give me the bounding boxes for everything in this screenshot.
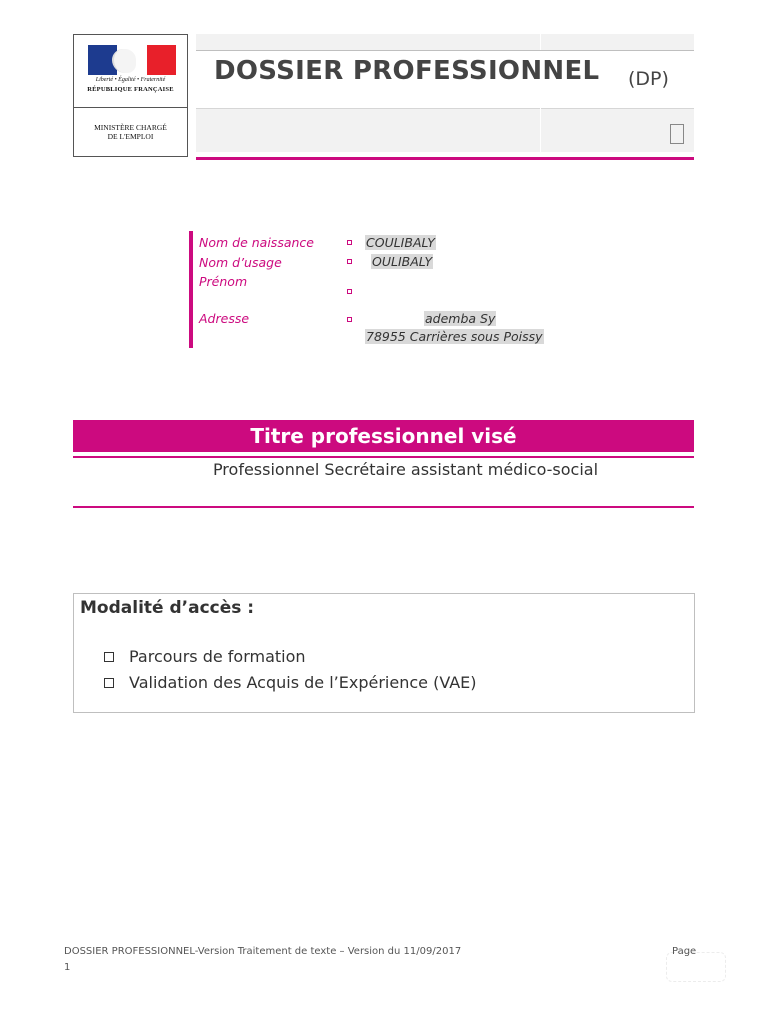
- header-accent-rule: [196, 157, 694, 160]
- document-title: DOSSIER PROFESSIONNEL: [214, 56, 600, 86]
- header-top-band: [196, 34, 694, 50]
- ministry-name: [74, 123, 187, 141]
- value-adresse-line-2[interactable]: 78955 Carrières sous Poissy: [366, 329, 543, 344]
- field-bullet-icon: [347, 240, 352, 245]
- option-vae: Validation des Acquis de l’Expérience (VAE): [129, 673, 477, 692]
- titre-heading: Titre professionnel visé: [250, 424, 517, 448]
- label-nom-usage: Nom d’usage: [199, 255, 282, 270]
- logo-divider: [74, 107, 187, 108]
- titre-rule-bottom: [73, 506, 694, 508]
- checkbox-vae[interactable]: [104, 678, 114, 688]
- french-flag-icon: [88, 45, 176, 75]
- ministry-line-2: DE L'EMPLOI: [107, 132, 154, 141]
- value-adresse-line-1[interactable]: ademba Sy: [425, 311, 496, 326]
- titre-rule-top: [73, 456, 694, 458]
- label-prenom: Prénom: [199, 274, 248, 289]
- checkbox-parcours-formation[interactable]: [104, 652, 114, 662]
- field-bullet-icon: [347, 289, 352, 294]
- republic-name: RÉPUBLIQUE FRANÇAISE: [87, 86, 174, 93]
- marianne-profile-icon: [112, 49, 136, 73]
- header-bottom-band: [196, 108, 694, 152]
- modalite-heading: Modalité d’accès :: [80, 598, 255, 618]
- republic-motto: Liberté • Égalité • Fraternité: [95, 77, 166, 83]
- footer-page-number: 1: [64, 962, 71, 973]
- field-bullet-icon: [347, 259, 352, 264]
- marianne-logo: [73, 34, 188, 157]
- placeholder-glyph-icon: [670, 124, 684, 144]
- ministry-line-1: MINISTÈRE CHARGÉ: [94, 123, 167, 132]
- field-bullet-icon: [347, 317, 352, 322]
- logo-top: [74, 35, 187, 103]
- label-adresse: Adresse: [199, 311, 250, 326]
- footer-page-label: Page: [672, 946, 697, 957]
- footer-version-text: DOSSIER PROFESSIONNEL-Version Traitement de texte – Version du 11/09/2017: [64, 946, 462, 957]
- document-title-suffix: (DP): [628, 68, 669, 90]
- label-nom-naissance: Nom de naissance: [199, 235, 314, 250]
- value-nom-naissance[interactable]: COULIBALY: [366, 235, 435, 250]
- option-parcours-formation: Parcours de formation: [129, 647, 306, 666]
- identity-accent-bar: [189, 231, 193, 348]
- header-top-rule: [196, 50, 694, 51]
- titre-value[interactable]: Professionnel Secrétaire assistant médico-social: [212, 460, 599, 479]
- value-nom-usage[interactable]: OULIBALY: [372, 254, 433, 269]
